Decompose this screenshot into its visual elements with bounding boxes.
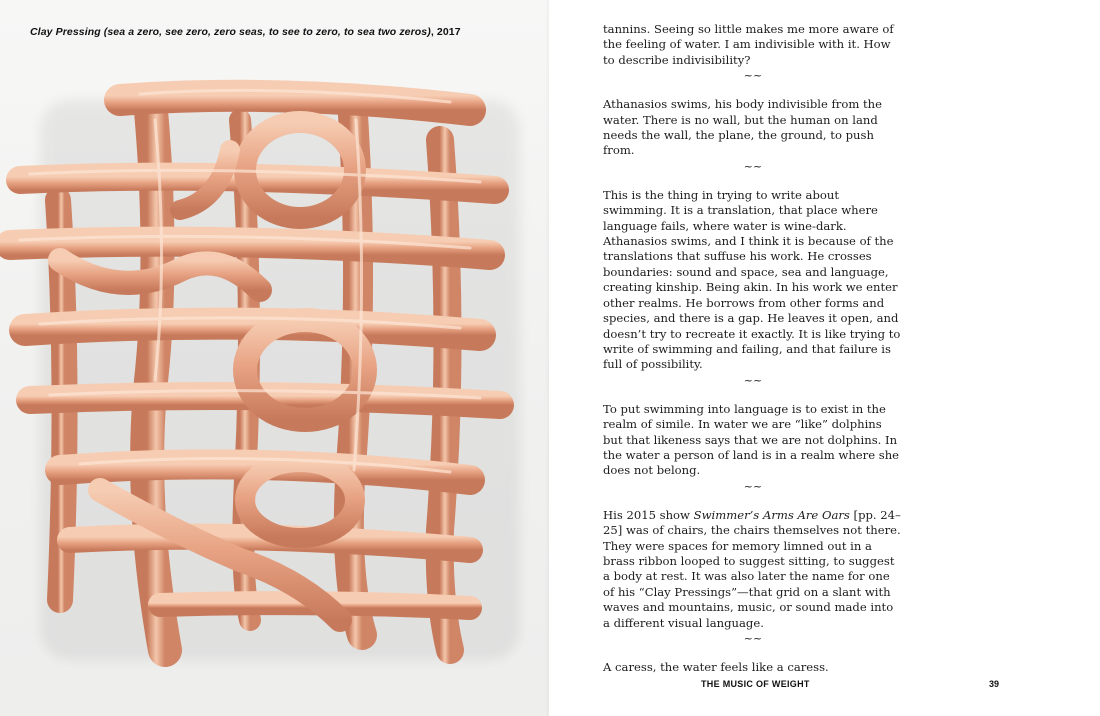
section-separator: ~~ bbox=[743, 632, 763, 645]
paragraph-4: To put swimming into language is to exist in the realm of simile. In water we are “like” dolphins but that likeness says that we are not dolphins. In the water a person of land is in a realm where she does not belong. bbox=[603, 401, 900, 478]
paragraph-1: tannins. Seeing so little makes me more aware of the feeling of water. I am indivisible with it. How to describe indivisibility? bbox=[603, 22, 894, 67]
section-separator: ~~ bbox=[743, 69, 763, 83]
paragraph-5 bbox=[603, 508, 903, 631]
section-separator: ~~ bbox=[743, 373, 763, 387]
left-page bbox=[0, 0, 549, 716]
paragraph-5-start: His 2015 show bbox=[603, 507, 694, 522]
caption-title: Clay Pressing (sea a zero, see zero, zero seas, to see to zero, to sea two zeros) bbox=[30, 26, 431, 38]
paragraph-2: Athanasios swims, his body indivisible from the water. There is no wall, but the human on land needs the wall, the plane, the ground, to push from. bbox=[603, 97, 882, 158]
section-separator: ~~ bbox=[743, 159, 763, 173]
running-title: THE MUSIC OF WEIGHT bbox=[701, 679, 810, 689]
essay-text bbox=[603, 22, 903, 675]
show-title: Swimmer’s Arms Are Oars bbox=[693, 507, 850, 522]
artwork-caption bbox=[30, 26, 461, 38]
paragraph-5-rest: [pp. 24–25] was of chairs, the chairs themselves not there. They were spaces for memory limned out in a brass ribbon looped to suggest sitting, to suggest a body at rest. It was also later the name for one of his “Clay Pressings”—that grid on a slant with waves and mountains, music, or sound made into a different visual language. bbox=[603, 507, 901, 630]
section-separator: ~~ bbox=[743, 479, 763, 493]
paragraph-3: This is the thing in trying to write about swimming. It is a translation, that place where language fails, where water is wine-dark. Athanasios swims, and I think it is because of the translations that suffuse his work. He crosses boundaries: sound and space, sea and language, creating kinship. Being akin. In his work we enter other realms. He borrows from other forms and species, and there is a gap. He leaves it open, and doesn’t try to recreate it exactly. It is like trying to write of swimming and failing, and that failure is full of possibility. bbox=[603, 187, 901, 372]
right-page bbox=[549, 0, 1100, 716]
caption-year: , 2017 bbox=[430, 26, 461, 38]
page-number: 39 bbox=[989, 679, 1000, 689]
clay-pressing-artwork bbox=[0, 60, 549, 680]
paragraph-6: A caress, the water feels like a caress. bbox=[603, 660, 829, 674]
